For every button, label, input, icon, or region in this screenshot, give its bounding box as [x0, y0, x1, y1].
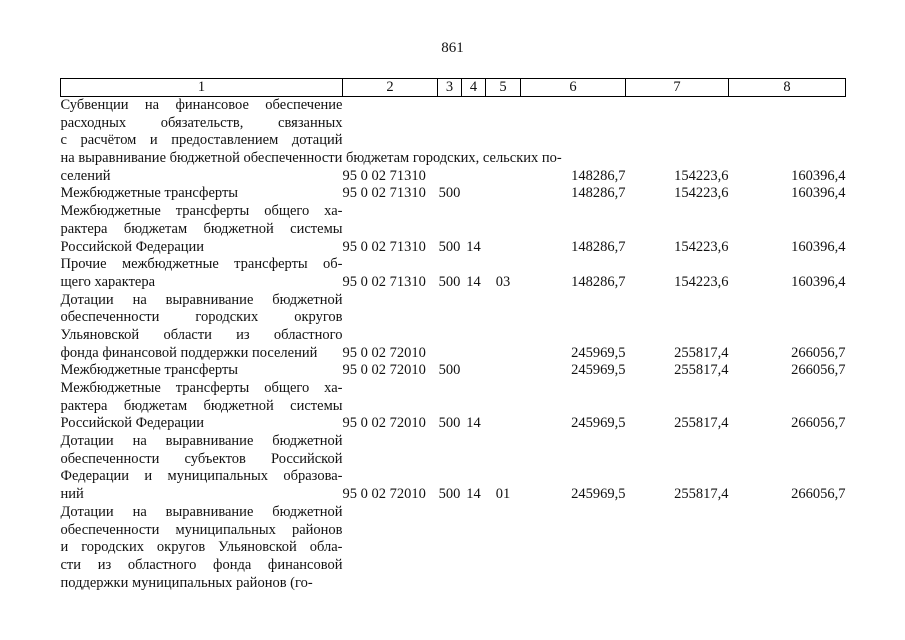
amount-year-2: 255817,4 — [674, 415, 729, 432]
section-code — [462, 97, 486, 186]
subsection-code — [486, 203, 521, 256]
amount-year-1: 245969,5 — [571, 362, 626, 379]
amount-year-3: 266056,7 — [791, 486, 846, 503]
subsection-code: 03 — [495, 273, 511, 290]
expense-type-code: 500 — [438, 273, 461, 290]
row-description — [61, 256, 343, 291]
description-line: Межбюджетные трансферты — [60, 185, 239, 202]
target-article-code: 95 0 02 72010 — [342, 362, 426, 379]
target-article-code: 95 0 02 71310 — [342, 238, 426, 255]
subsection-code: 01 — [495, 486, 511, 503]
row-description — [61, 362, 343, 380]
header-cell: 5 — [486, 79, 521, 97]
table-row — [61, 380, 846, 433]
amount-year-1: 245969,5 — [571, 486, 626, 503]
expense-type-code: 500 — [438, 238, 461, 255]
expense-type-code: 500 — [438, 486, 461, 503]
section-code: 14 — [466, 273, 481, 290]
table-row — [61, 97, 846, 186]
section-code: 14 — [466, 238, 481, 255]
amount-year-3: 266056,7 — [791, 415, 846, 432]
header-cell: 2 — [343, 79, 438, 97]
description-line: селений — [60, 167, 111, 184]
description-line: Федерации и муниципальных образова- — [60, 468, 343, 485]
section-code — [462, 362, 486, 380]
expense-type-code — [438, 504, 462, 592]
header-cell: 3 — [438, 79, 462, 97]
row-description — [61, 433, 343, 504]
description-line: Дотации на выравнивание бюджетной — [60, 291, 343, 308]
description-line: обеспеченности субъектов Российской — [60, 450, 343, 467]
header-cell: 7 — [626, 79, 729, 97]
target-article-code: 95 0 02 72010 — [342, 486, 426, 503]
section-code — [462, 504, 486, 592]
description-line: фонда финансовой поддержки поселений — [60, 344, 318, 361]
amount-year-1: 148286,7 — [571, 238, 626, 255]
section-code: 14 — [466, 415, 481, 432]
section-code — [462, 292, 486, 363]
subsection-code — [486, 504, 521, 592]
description-line: сти из областного фонда финансовой — [60, 556, 343, 573]
table-row — [61, 362, 846, 380]
subsection-code — [486, 362, 521, 380]
description-line: Дотации на выравнивание бюджетной — [60, 503, 343, 520]
description-line: Межбюджетные трансферты общего ха- — [60, 380, 343, 397]
budget-table — [60, 78, 846, 592]
description-line: рактера бюджетам бюджетной системы — [60, 397, 343, 414]
section-code — [462, 185, 486, 203]
description-line: Субвенции на финансовое обеспечение — [60, 97, 343, 113]
amount-year-1: 148286,7 — [571, 185, 626, 202]
description-line: Межбюджетные трансферты общего ха- — [60, 203, 343, 220]
amount-year-2: 255817,4 — [674, 362, 729, 379]
table-row — [61, 203, 846, 256]
expense-type-code — [438, 292, 462, 363]
description-line: Дотации на выравнивание бюджетной — [60, 433, 343, 450]
subsection-code — [486, 97, 521, 186]
header-cell: 6 — [521, 79, 626, 97]
description-line: поддержки муниципальных районов (го- — [60, 574, 313, 591]
amount-year-3: 160396,4 — [791, 167, 846, 184]
header-cell: 1 — [61, 79, 343, 97]
amount-year-3: 160396,4 — [791, 273, 846, 290]
header-cell: 8 — [729, 79, 846, 97]
amount-year-1: 245969,5 — [571, 344, 626, 361]
subsection-code — [486, 185, 521, 203]
table-row — [61, 433, 846, 504]
description-line: обеспеченности муниципальных районов — [60, 521, 343, 538]
amount-year-1: 245969,5 — [571, 415, 626, 432]
section-code: 14 — [466, 486, 481, 503]
row-description — [61, 504, 343, 592]
description-line: Российской Федерации — [60, 415, 205, 432]
subsection-code — [486, 380, 521, 433]
amount-year-3: 266056,7 — [791, 362, 846, 379]
target-article-code: 95 0 02 72010 — [342, 344, 426, 361]
row-description — [61, 203, 343, 256]
table-row — [61, 504, 846, 592]
table-row — [61, 256, 846, 291]
amount-year-2 — [626, 504, 729, 592]
description-line: ний — [60, 486, 84, 503]
target-article-code: 95 0 02 72010 — [342, 415, 426, 432]
amount-year-2: 154223,6 — [674, 185, 729, 202]
column-number-header — [61, 79, 846, 97]
description-line: на выравнивание бюджетной обеспеченности бюджетам городских, сельских по- — [60, 150, 562, 167]
description-line: щего характера — [60, 273, 156, 290]
description-line: рактера бюджетам бюджетной системы — [60, 220, 343, 237]
amount-year-1: 148286,7 — [571, 273, 626, 290]
expense-type-code: 500 — [438, 185, 461, 202]
amount-year-2: 154223,6 — [674, 273, 729, 290]
amount-year-3: 160396,4 — [791, 238, 846, 255]
table-row — [61, 292, 846, 363]
amount-year-2: 255817,4 — [674, 344, 729, 361]
target-article-code: 95 0 02 71310 — [342, 167, 426, 184]
amount-year-2: 154223,6 — [674, 167, 729, 184]
target-article-code: 95 0 02 71310 — [342, 185, 426, 202]
header-cell: 4 — [462, 79, 486, 97]
amount-year-3: 266056,7 — [791, 344, 846, 361]
description-line: Прочие межбюджетные трансферты об- — [60, 256, 343, 273]
row-description — [61, 292, 343, 363]
description-line: расходных обязательств, связанных — [60, 114, 343, 131]
expense-type-code: 500 — [438, 362, 461, 379]
amount-year-1 — [521, 504, 626, 592]
expense-type-code — [438, 97, 462, 186]
amount-year-2: 255817,4 — [674, 486, 729, 503]
description-line: Российской Федерации — [60, 238, 205, 255]
description-line: Ульяновской области из областного — [60, 326, 343, 343]
description-line: и городских округов Ульяновской обла- — [60, 539, 343, 556]
amount-year-1: 148286,7 — [571, 167, 626, 184]
target-article-code: 95 0 02 71310 — [342, 273, 426, 290]
target-article-code — [343, 504, 438, 592]
page-number: 861 — [441, 40, 464, 56]
row-description — [61, 185, 343, 203]
subsection-code — [486, 292, 521, 363]
amount-year-3 — [729, 504, 846, 592]
description-line: с расчётом и предоставлением дотаций — [60, 132, 343, 149]
table-row — [61, 185, 846, 203]
row-description — [61, 380, 343, 433]
description-line: Межбюджетные трансферты — [60, 362, 239, 379]
amount-year-3: 160396,4 — [791, 185, 846, 202]
expense-type-code: 500 — [438, 415, 461, 432]
amount-year-2: 154223,6 — [674, 238, 729, 255]
description-line: обеспеченности городских округов — [60, 309, 343, 326]
